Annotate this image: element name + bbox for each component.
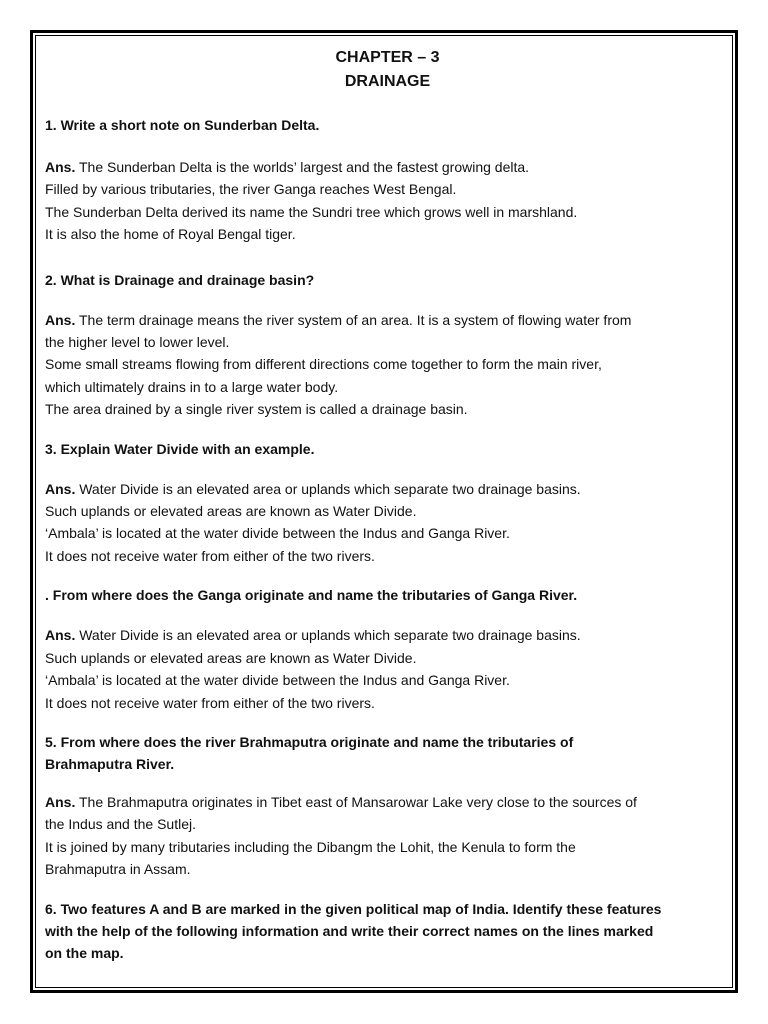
answer-line-text: the Indus and the Sutlej. — [45, 816, 196, 833]
answer-line — [45, 376, 730, 398]
question-text — [45, 584, 730, 606]
answer-label: Ans. — [45, 793, 76, 810]
answer-line-text: The Sunderban Delta derived its name the Sundri tree which grows well in marshland. — [45, 203, 578, 220]
question-line: with the help of the following information and write their correct names on the lines marked — [45, 922, 654, 939]
answer-line — [45, 836, 730, 858]
question-line: 1. Write a short note on Sunderban Delta. — [45, 117, 320, 133]
answer-line — [45, 353, 730, 375]
answer-line — [45, 545, 730, 567]
qa-item — [45, 269, 730, 421]
question-line: . From where does the Ganga originate and name the tributaries of Ganga River. — [45, 587, 578, 604]
answer-line — [45, 813, 730, 835]
answer-line — [45, 331, 730, 353]
answer-line-text: ‘Ambala’ is located at the water divide between the Indus and Ganga River. — [45, 525, 510, 542]
answer-line — [45, 478, 730, 500]
answer-line — [45, 309, 730, 331]
qa-item — [45, 438, 730, 568]
answer-text — [45, 156, 730, 246]
answer-line-text: It does not receive water from either of the two rivers. — [45, 694, 375, 711]
answer-line-text: Brahmaputra in Assam. — [45, 861, 191, 878]
question-line: 6. Two features A and B are marked in the given political map of India. Identify these features — [45, 900, 662, 917]
question-line: 2. What is Drainage and drainage basin? — [45, 271, 315, 288]
answer-line — [45, 692, 730, 714]
answer-label: Ans. — [45, 311, 76, 328]
answer-line-text: Some small streams flowing from different directions come together to form the main river, — [45, 356, 602, 373]
answer-line — [45, 500, 730, 522]
question-line: on the map. — [45, 944, 124, 961]
question-line: Brahmaputra River. — [45, 755, 175, 772]
question-text — [45, 114, 730, 136]
question-text — [45, 731, 730, 775]
answer-line-text: It does not receive water from either of the two rivers. — [45, 547, 375, 564]
answer-line — [45, 669, 730, 691]
answer-line-text: which ultimately drains in to a large water body. — [45, 378, 339, 395]
answer-line-text: Such uplands or elevated areas are known as Water Divide. — [45, 503, 417, 520]
qa-list — [45, 114, 730, 964]
answer-line — [45, 398, 730, 420]
answer-line — [45, 522, 730, 544]
qa-item — [45, 114, 730, 246]
question-text — [45, 898, 730, 964]
answer-line-text: It is also the home of Royal Bengal tiger. — [45, 226, 296, 243]
answer-line-text: The area drained by a single river system is called a drainage basin. — [45, 401, 468, 418]
chapter-number: CHAPTER – 3 — [335, 49, 440, 66]
question-text — [45, 438, 730, 460]
answer-line-text: Filled by various tributaries, the river Ganga reaches West Bengal. — [45, 181, 457, 198]
answer-label: Ans. — [45, 480, 76, 497]
question-text — [45, 269, 730, 291]
answer-line-text: The Sunderban Delta is the worlds’ largest and the fastest growing delta. — [78, 159, 530, 175]
document-body — [45, 46, 730, 964]
answer-line — [45, 791, 730, 813]
answer-line — [45, 858, 730, 880]
answer-line-text: Such uplands or elevated areas are known as Water Divide. — [45, 649, 417, 666]
answer-line-text: ‘Ambala’ is located at the water divide between the Indus and Ganga River. — [45, 672, 510, 689]
answer-line — [45, 223, 730, 245]
question-line: 3. Explain Water Divide with an example. — [45, 440, 315, 457]
question-line: 5. From where does the river Brahmaputra originate and name the tributaries of — [45, 733, 574, 750]
answer-line-text: It is joined by many tributaries including the Dibangm the Lohit, the Kenula to form the — [45, 838, 576, 855]
answer-line-text: The Brahmaputra originates in Tibet east of Mansarowar Lake very close to the sources of — [78, 793, 637, 810]
answer-line — [45, 156, 730, 178]
qa-item — [45, 584, 730, 714]
answer-line — [45, 201, 730, 223]
chapter-title: DRAINAGE — [344, 73, 431, 90]
answer-line-text: The term drainage means the river system of an area. It is a system of flowing water from — [78, 311, 632, 328]
answer-line-text: Water Divide is an elevated area or uplands which separate two drainage basins. — [79, 627, 581, 644]
answer-line — [45, 178, 730, 200]
answer-label: Ans. — [45, 159, 76, 175]
answer-line-text: Water Divide is an elevated area or uplands which separate two drainage basins. — [79, 480, 581, 497]
answer-text — [45, 624, 730, 714]
answer-text — [45, 309, 730, 421]
qa-item — [45, 898, 730, 964]
answer-label: Ans. — [45, 627, 76, 644]
answer-line — [45, 624, 730, 646]
qa-item — [45, 731, 730, 881]
answer-line — [45, 647, 730, 669]
answer-text — [45, 478, 730, 568]
answer-text — [45, 791, 730, 881]
answer-line-text: the higher level to lower level. — [45, 334, 230, 351]
